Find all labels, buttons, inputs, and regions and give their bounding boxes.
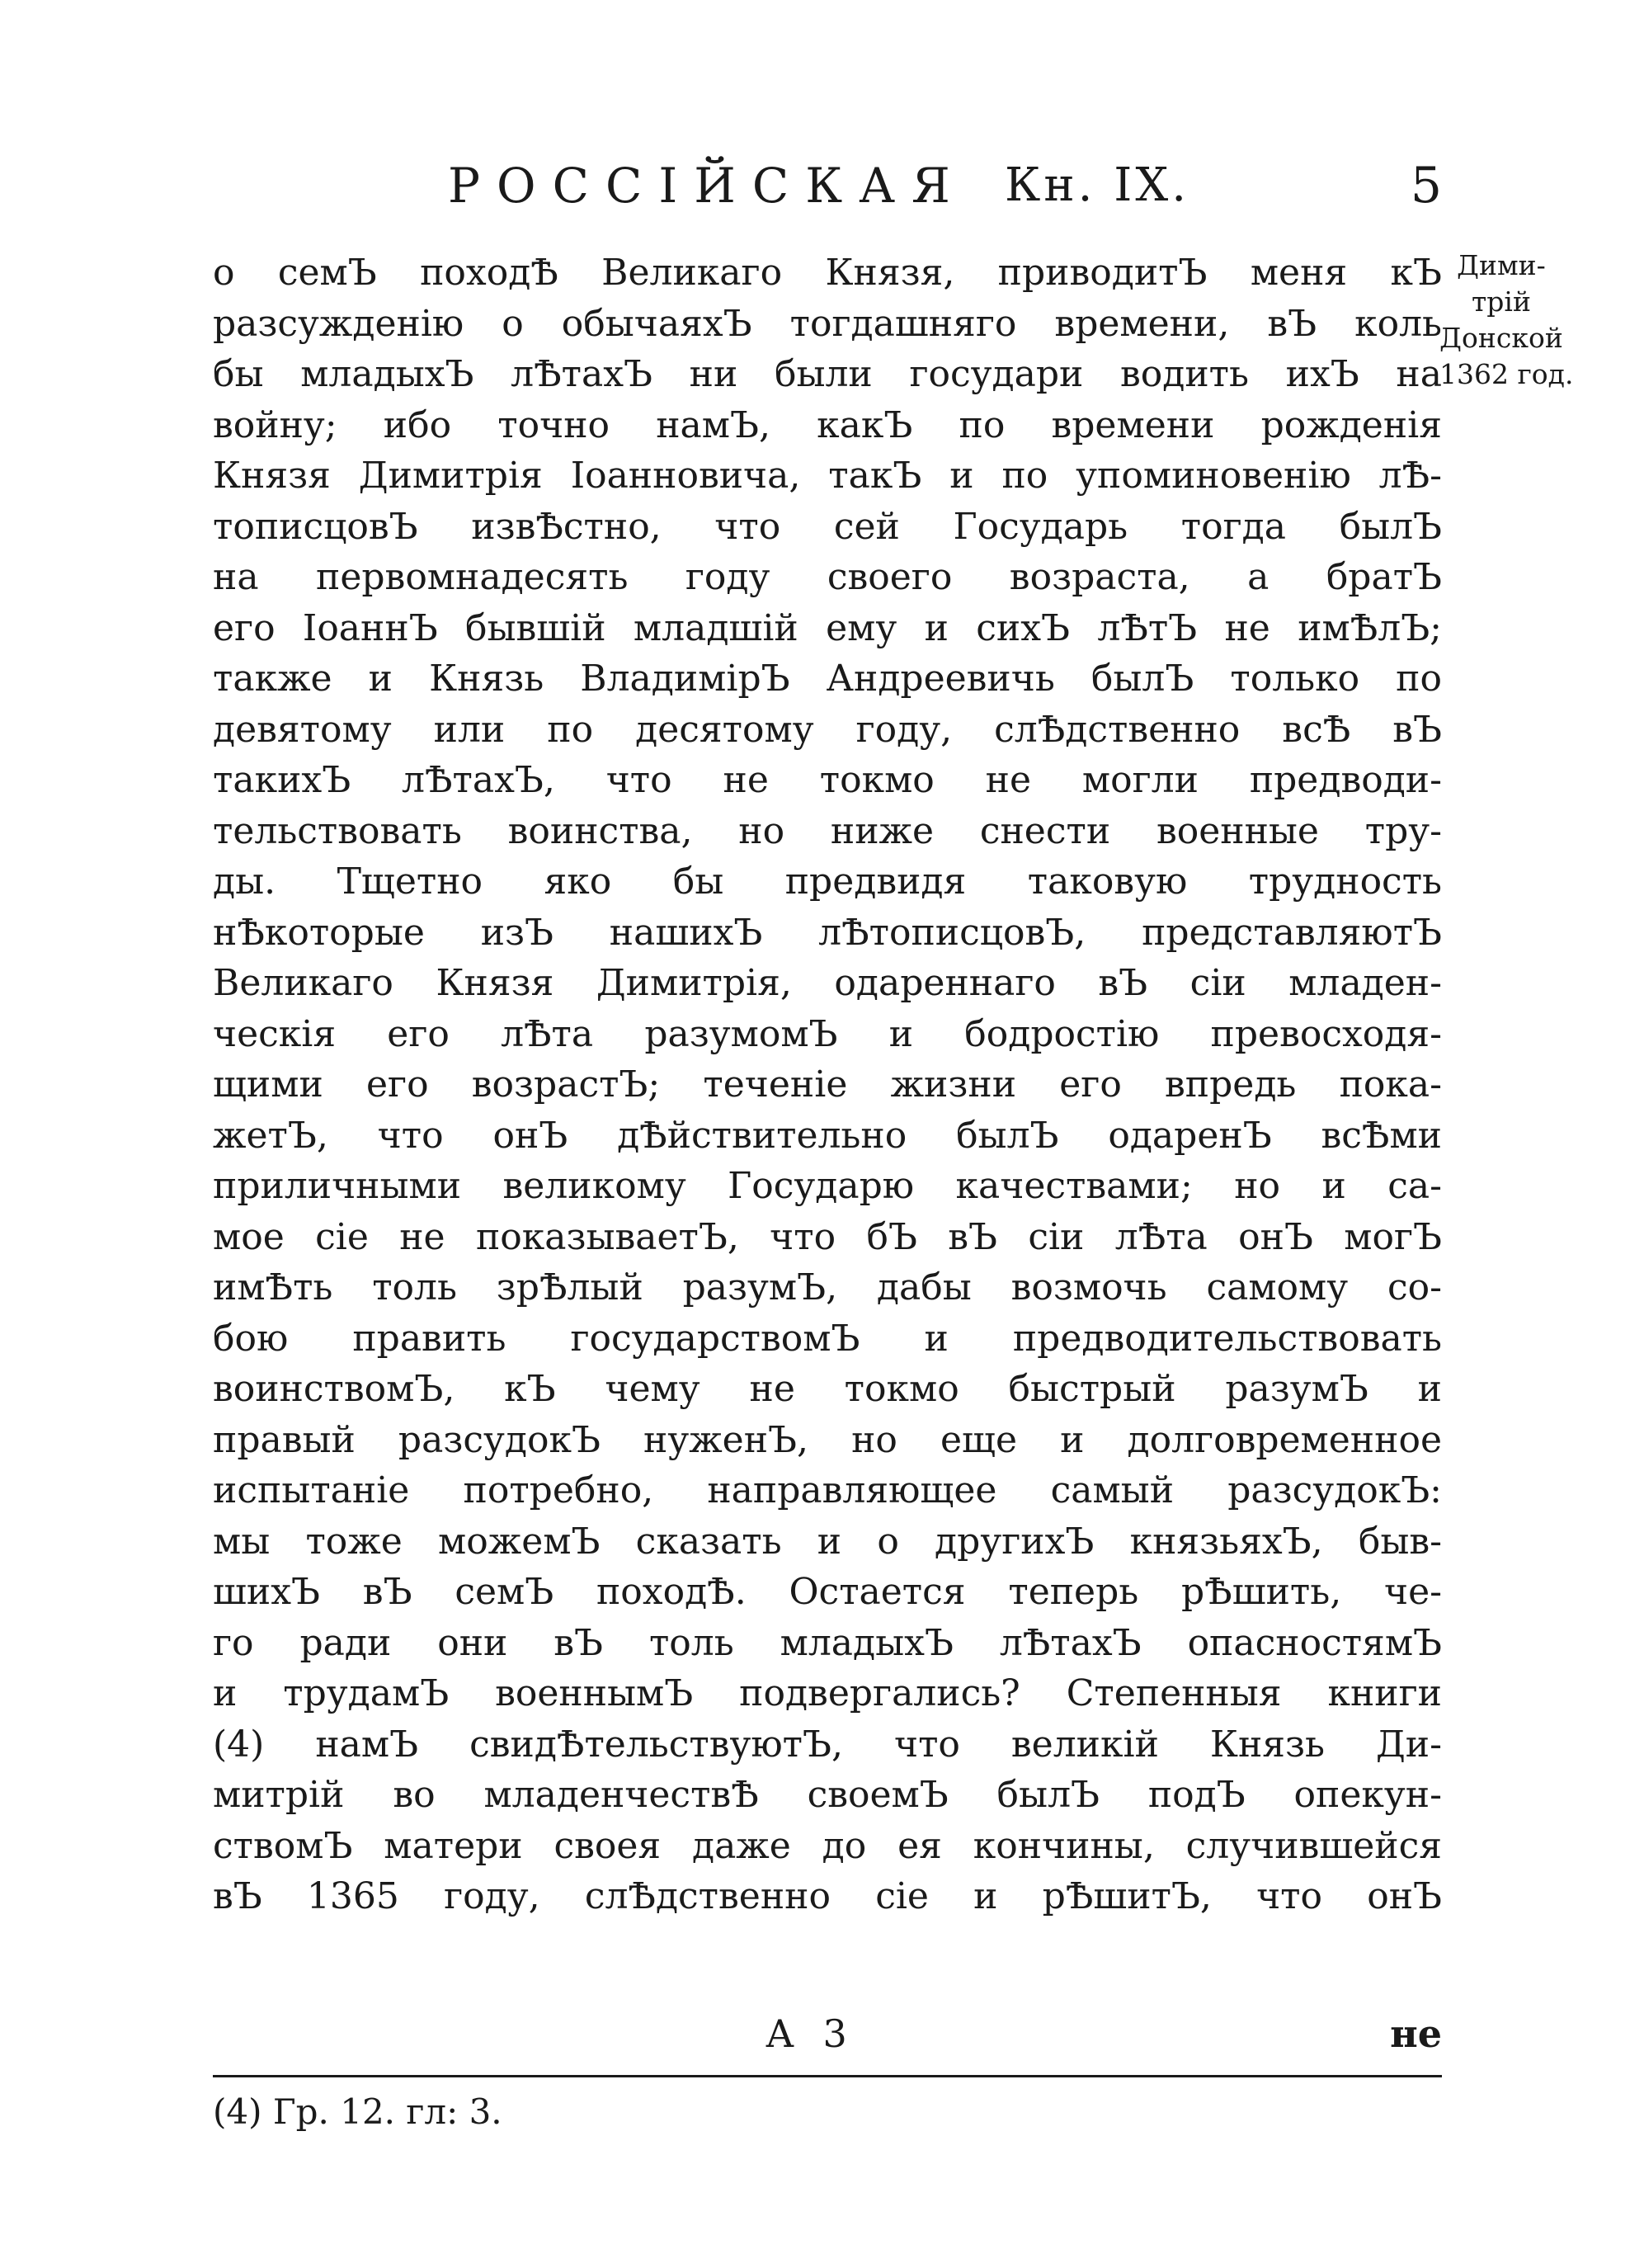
text-line: мы тоже можемЪ сказать и о другихЪ князьяхЪ, быв-	[213, 1520, 1442, 1563]
margin-note-line: трій	[1472, 285, 1531, 318]
margin-note-line: Донской	[1439, 322, 1563, 354]
text-line: мое сіе не показываетЪ, что бЪ вЪ сіи лѢта онЪ могЪ	[213, 1215, 1442, 1258]
text-line: войну; ибо точно намЪ, какЪ по времени рожденія	[213, 403, 1442, 446]
page-number: 5	[1410, 157, 1442, 215]
text-line: девятому или по десятому году, слѢдственно всѢ вЪ	[213, 708, 1442, 751]
text-line: Князя Димитрія Іоанновича, такЪ и по упоминовенію лѢ-	[213, 455, 1442, 497]
text-line: жетЪ, что онЪ дѢйствительно былЪ одаренЪ всѢми	[213, 1114, 1442, 1157]
main-text	[213, 248, 1442, 1922]
text-line: тельствовать воинства, но ниже снести военные тру-	[213, 809, 1442, 852]
text-line: ческія его лѢта разумомЪ и бодростію превосходя-	[213, 1012, 1442, 1055]
text-line: имѢть толь зрѢлый разумЪ, дабы возмочь самому со-	[213, 1266, 1442, 1308]
running-head	[213, 153, 1442, 219]
text-line: разсужденію о обычаяхЪ тогдашняго времени, вЪ коль	[213, 302, 1442, 345]
footnote: (4) Гр. 12. гл: 3.	[213, 2091, 502, 2132]
text-line: его ІоаннЪ бывшій младшій ему и сихЪ лѢтЪ не имѢлЪ;	[213, 606, 1442, 649]
footnote-rule	[213, 2075, 1442, 2077]
text-line: (4) намЪ свидѢтельствуютЪ, что великій Князь Ди-	[213, 1723, 1442, 1766]
text-line: также и Князь ВладимірЪ Андреевичь былЪ только по	[213, 658, 1442, 700]
margin-note-line: 1362 год.	[1439, 358, 1574, 390]
text-line: вЪ 1365 году, слѢдственно сіе и рѢшитЪ, что онЪ	[213, 1875, 1442, 1917]
text-line: митрій во младенчествѢ своемЪ былЪ подЪ опекун-	[213, 1774, 1442, 1816]
text-line: такихЪ лѢтахЪ, что не токмо не могли предводи-	[213, 759, 1442, 801]
running-title: РОССІЙСКАЯ	[448, 158, 967, 214]
text-line: щими его возрастЪ; теченіе жизни его впредь пока-	[213, 1063, 1442, 1106]
text-line: правый разсудокЪ нуженЪ, но еще и долговременное	[213, 1418, 1442, 1461]
text-line: на первомнадесять году своего возраста, а братЪ	[213, 556, 1442, 598]
text-line: го ради они вЪ толь младыхЪ лѢтахЪ опасностямЪ	[213, 1621, 1442, 1664]
signature-mark: А 3	[765, 2011, 855, 2056]
catchword: не	[1390, 2011, 1442, 2056]
text-line: Великаго Князя Димитрія, одареннаго вЪ сіи младен-	[213, 962, 1442, 1004]
text-line: бы младыхЪ лѢтахЪ ни были государи водить ихЪ на	[213, 353, 1442, 395]
text-line: воинствомЪ, кЪ чему не токмо быстрый разумЪ и	[213, 1368, 1442, 1410]
text-line: о семЪ походѢ Великаго Князя, приводитЪ меня кЪ	[213, 252, 1442, 294]
signature-row	[213, 2009, 1442, 2058]
text-line: тописцовЪ извѢстно, что сей Государь тогда былЪ	[213, 505, 1442, 548]
text-line: испытаніе потребно, направляющее самый разсудокЪ:	[213, 1469, 1442, 1511]
text-line: шихЪ вЪ семЪ походѢ. Остается теперь рѢшить, че-	[213, 1571, 1442, 1613]
text-line: нѢкоторые изЪ нашихЪ лѢтописцовЪ, представляютЪ	[213, 911, 1442, 954]
text-line: ды. Тщетно яко бы предвидя таковую трудность	[213, 861, 1442, 903]
text-line: ствомЪ матери своея даже до ея кончины, случившейся	[213, 1824, 1442, 1867]
text-line: бою править государствомЪ и предводительствовать	[213, 1317, 1442, 1360]
margin-note-line: Дими-	[1457, 249, 1546, 281]
margin-note	[1439, 248, 1574, 393]
book-number: Кн. IX.	[1005, 158, 1190, 212]
text-line: приличными великому Государю качествами; но и са-	[213, 1165, 1442, 1207]
text-line: и трудамЪ военнымЪ подвергались? Степенныя книги	[213, 1672, 1442, 1714]
